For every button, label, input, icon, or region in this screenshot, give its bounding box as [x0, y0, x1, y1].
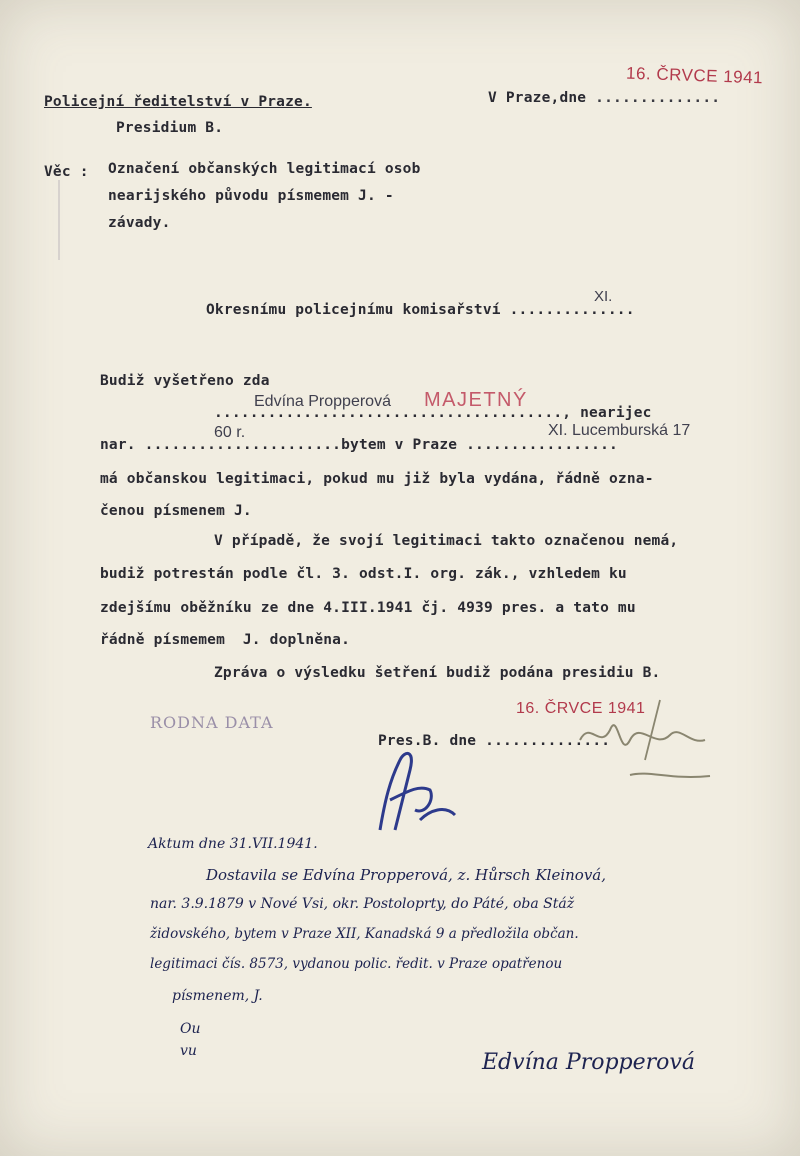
subject-line-1: Označení občanských legitimací osob: [108, 161, 421, 177]
handwritten-line-5: legitimaci čís. 8573, vydanou polic. ředit. v Praze opatřenou: [150, 956, 563, 972]
handwritten-line-1: Aktum dne 31.VII.1941.: [148, 836, 318, 852]
department-heading: Presidium B.: [116, 120, 224, 136]
header-date-stamp: 16. ČRVCE 1941: [625, 63, 764, 88]
addressee-number: XI.: [594, 288, 613, 305]
pres-date-stamp: 16. ČRVCE 1941: [516, 700, 646, 717]
handwritten-line-4: židovského, bytem v Praze XII, Kanadská 9 a předložila občan.: [150, 926, 579, 942]
pres-line: Pres.B. dne ..............: [378, 733, 611, 749]
applicant-signature: Edvína Propperová: [482, 1050, 695, 1075]
place-date-label: [488, 90, 720, 106]
subject-line-2: nearijského původu písmemem J. -: [108, 188, 394, 204]
birth-line: nar. ......................bytem v Praze .................: [100, 437, 618, 453]
address-fill: XI. Lucemburská 17: [548, 422, 691, 439]
body-p3: Zpráva o výsledku šetření budiž podána presidiu B.: [214, 665, 661, 681]
rodna-data-stamp: RODNA DATA: [150, 713, 274, 732]
majetny-stamp: MAJETNÝ: [424, 389, 528, 411]
body-line-3: má občanskou legitimaci, pokud mu již byla vydána, řádně ozna-: [100, 471, 654, 487]
official-signature-pencil: [560, 680, 720, 790]
handwritten-line-2: Dostavila se Edvína Propperová, z. Hůrsch Kleinová,: [206, 866, 607, 884]
handwritten-marks: Ou vu: [180, 1021, 201, 1059]
addressee-line: Okresnímu policejnímu komisařství ..............: [206, 302, 635, 318]
body-p2-line-2: budiž potrestán podle čl. 3. odst.I. org. zák., vzhledem ku: [100, 566, 627, 582]
age-fill: 60 r.: [214, 424, 246, 441]
body-p2-line-3: zdejšímu oběžníku ze dne 4.III.1941 čj. 4939 pres. a tato mu: [100, 600, 636, 616]
name-fill: Edvína Propperová: [254, 393, 391, 410]
handwritten-line-6: písmenem, J.: [172, 988, 263, 1004]
official-signature-ink: [360, 740, 470, 840]
place-date-text: V Praze,dne: [488, 90, 587, 106]
body-p2-line-4: řádně písmemem J. doplněna.: [100, 632, 351, 648]
subject-label: Věc :: [44, 164, 89, 180]
subject-line-3: závady.: [108, 215, 171, 231]
office-heading: Policejní ředitelství v Praze.: [44, 94, 312, 110]
handwritten-line-3: nar. 3.9.1879 v Nové Vsi, okr. Postoloprty, do Páté, oba Stáž: [150, 896, 575, 912]
body-line-4: čenou písmenem J.: [100, 503, 252, 519]
place-date-dots: ..............: [586, 90, 721, 106]
body-p2-line-1: V případě, že svojí legitimaci takto označenou nemá,: [214, 533, 679, 549]
name-line: ......................................., nearijec: [214, 405, 652, 421]
body-intro: Budiž vyšetřeno zda: [100, 373, 270, 389]
